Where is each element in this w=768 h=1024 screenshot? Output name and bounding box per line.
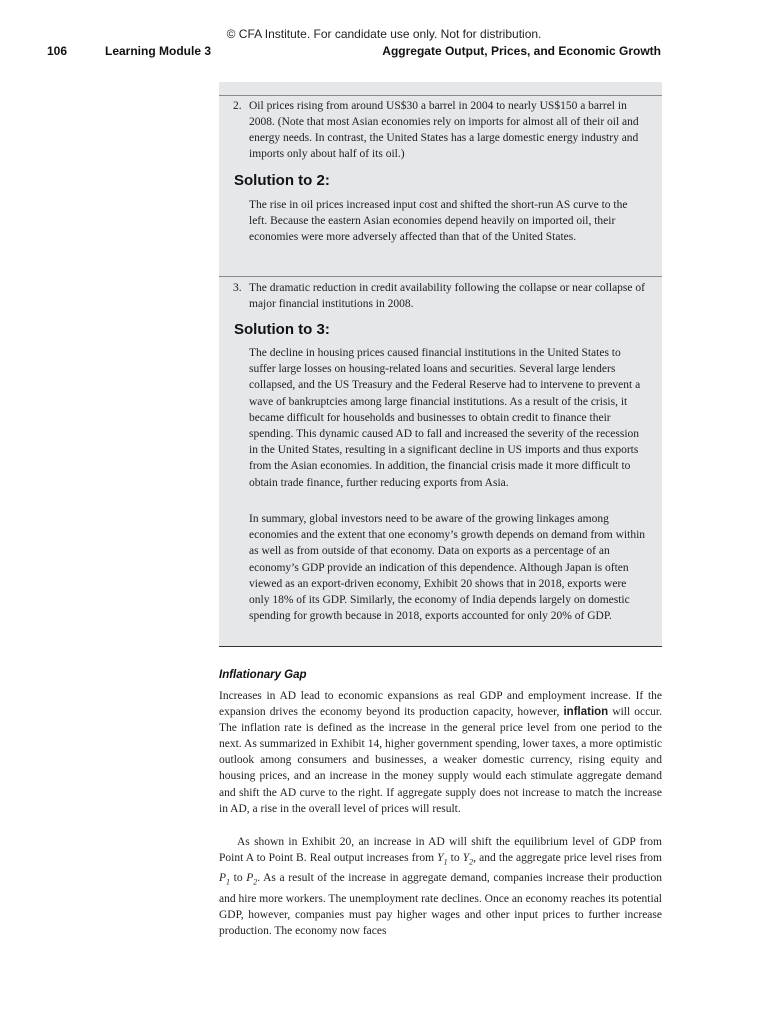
question-3-number: 3. (233, 282, 242, 294)
solution-3-paragraph-1: The decline in housing prices caused financial institutions in the United States to suffer large losses on housing-related loans and securities. Several large lenders collapsed, and the US Treasury and the Federal Reserve had to intervene to prevent a wave of bankruptcies among large financial institutions. As a result of the crisis, it became difficult for households and businesses to obtain credit to finance their spending. This dynamic caused AD to fall and increased the severity of the recession in the United States, resulting in a significant decline in US imports and thus exports from the Asian economies. In addition, the financial crisis made it more difficult to obtain trade finance, further reducing exports from Asia. (249, 347, 641, 489)
question-3 (233, 280, 647, 312)
paragraph-1-text-b: will occur. The inflation rate is defined as the increase in the general price level from one period to the next. As summarized in Exhibit 14, higher government spending, lower taxes, a more optimistic outlook among consumers and businesses, a weaker domestic currency, rising equity and housing prices, and an increase in the money supply would each stimulate aggregate demand and shift the AD curve to the right. If aggregate supply does not increase to match the increase in AD, a rise in the overall level of prices will result. (219, 706, 662, 815)
inflation-term: inflation (563, 706, 609, 719)
box-divider-rule (219, 276, 662, 277)
watermark-notice: © CFA Institute. For candidate use only. Not for distribution. (226, 27, 542, 41)
chapter-title: Aggregate Output, Prices, and Economic Growth (382, 44, 661, 58)
question-2-text: Oil prices rising from around US$30 a barrel in 2004 to nearly US$150 a barrel in 2008. (Note that most Asian economies rely on imports for almost all of their oil and energy needs. In contrast, the United States has a large domestic energy industry and imports only about half of its oil.) (249, 100, 639, 160)
paragraph-2-to-1: to (447, 852, 463, 865)
symbol-p1: $P_1$ (219, 872, 231, 887)
question-2-number: 2. (233, 100, 242, 112)
box-top-rule (219, 95, 662, 96)
question-3-text: The dramatic reduction in credit availability following the collapse or near collapse of major financial institutions in 2008. (249, 282, 645, 310)
solution-2-text: The rise in oil prices increased input cost and shifted the short-run AS curve to the left. Because the eastern Asian economies depend heavily on imported oil, their economies were more adversely affected than that of the United States. (249, 199, 628, 244)
module-label: Learning Module 3 (105, 44, 212, 58)
running-header (47, 44, 661, 60)
page-number: 106 (47, 44, 68, 58)
symbol-y1: $Y_1$ (437, 852, 448, 867)
symbol-y2: $Y_2$ (462, 852, 474, 867)
body-paragraph-2 (219, 834, 662, 939)
symbol-p2: $P_2$ (246, 872, 258, 887)
section-heading: Inflationary Gap (219, 669, 307, 681)
question-2 (233, 98, 647, 162)
paragraph-2-text-c: . As a result of the increase in aggregate demand, companies increase their production and hire more workers. The unemployment rate declines. Once an economy reaches its potential GDP, however, companies must pay higher wages and other input prices to further increase production. The economy now faces (219, 872, 662, 938)
paragraph-2-to-2: to (230, 872, 247, 885)
paragraph-2-text-a: As shown in Exhibit 20, an increase in AD will shift the equilibrium level of GDP from Point A to Point B. Real output increases from (219, 836, 662, 865)
solution-2-heading: Solution to 2: (234, 172, 330, 189)
body-paragraph-1 (219, 688, 662, 817)
paragraph-1-text-a: Increases in AD lead to economic expansions as real GDP and employment increase. If the expansion drives the economy beyond its production capacity, however, (219, 690, 662, 719)
example-box (219, 82, 662, 647)
solution-3-heading: Solution to 3: (234, 321, 330, 338)
solution-3-paragraph-2: In summary, global investors need to be aware of the growing linkages among economies and the extent that one economy’s growth depends on demand from within as well as from outside of that economy. Data on exports as a percentage of an economy’s GDP provide an indication of this dependence. Although Japan is often viewed as an export-driven economy, Exhibit 20 shows that in 2018, exports were only 18% of its GDP. Similarly, the economy of India depends largely on domestic spending for growth because in 2018, exports accounted for only 20% of GDP. (249, 513, 646, 623)
paragraph-2-text-b: , and the aggregate price level rises from (473, 852, 662, 865)
